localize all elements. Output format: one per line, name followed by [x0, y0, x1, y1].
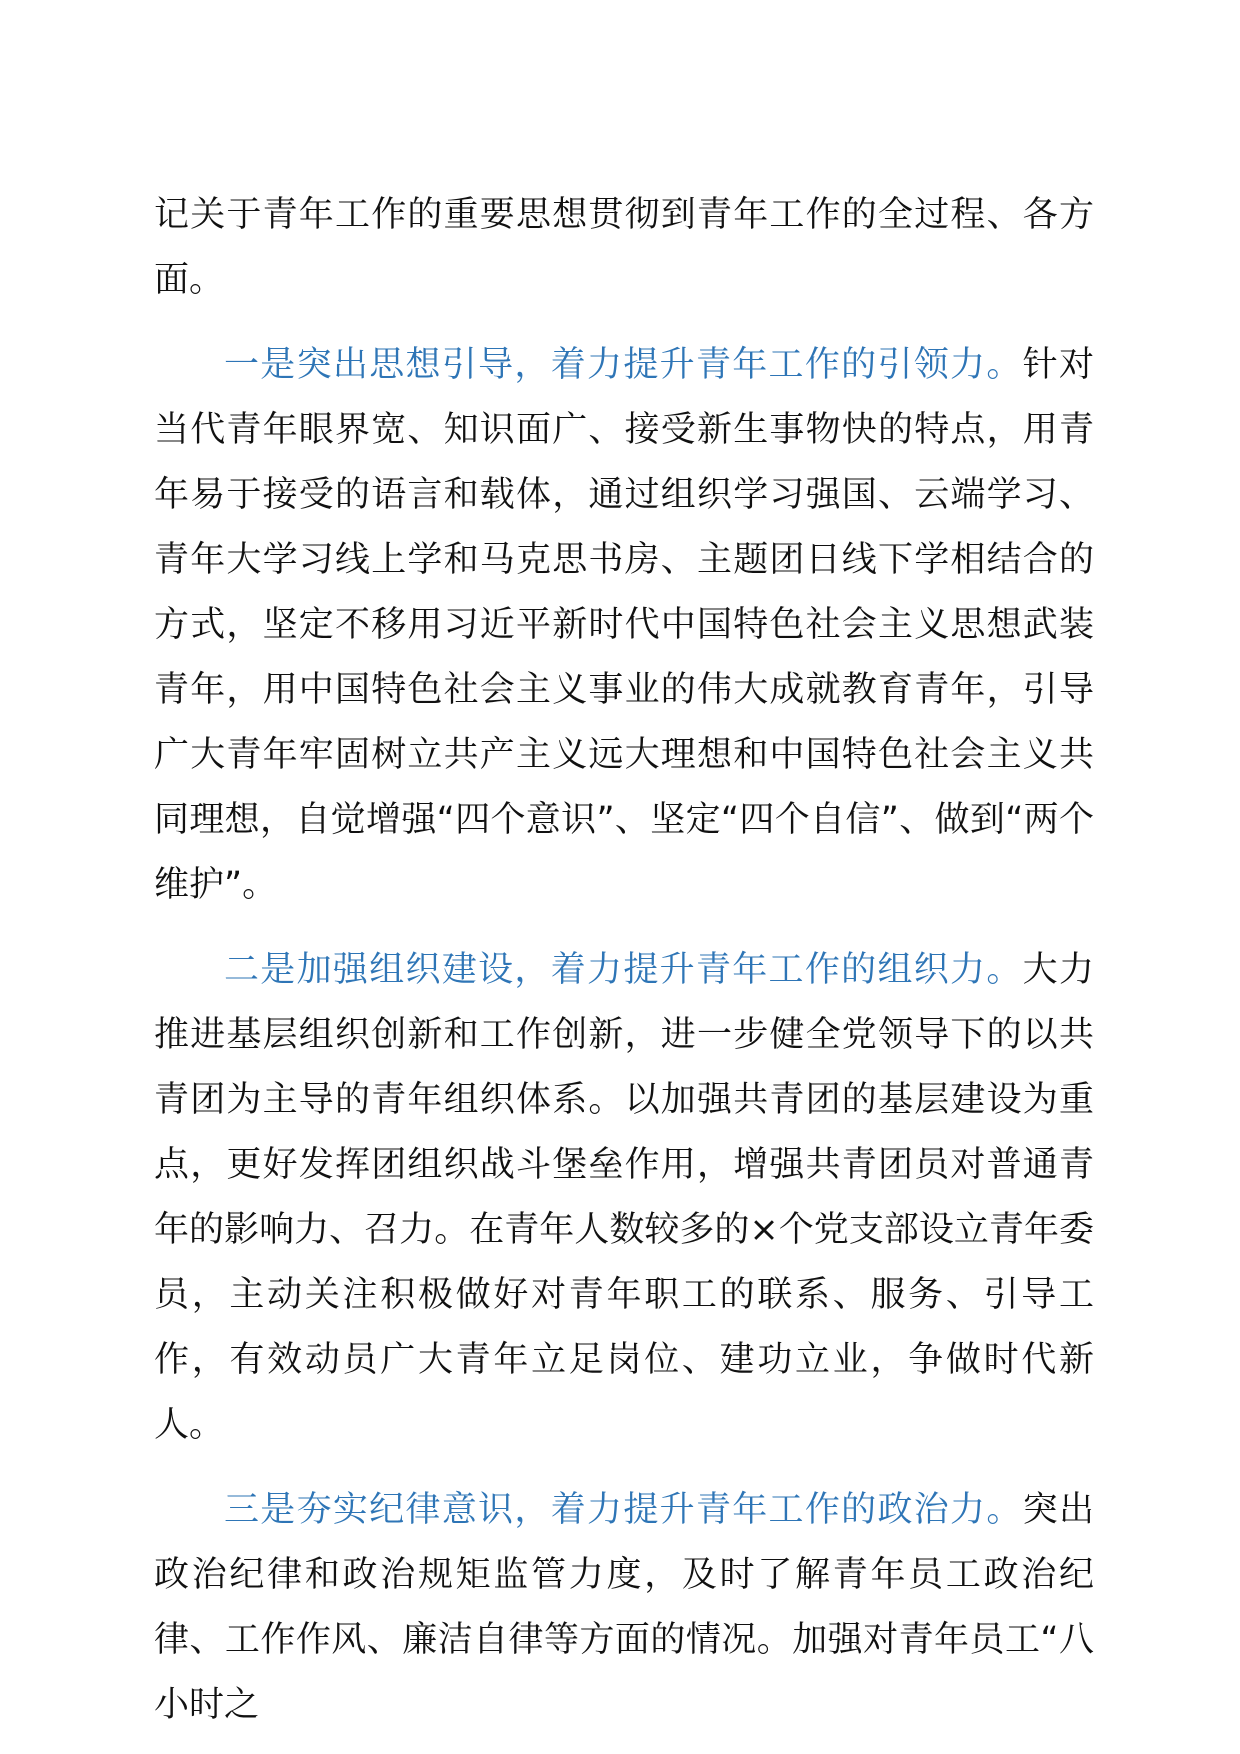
paragraph-point-two — [154, 938, 1094, 1458]
paragraph-heading: 三是夯实纪律意识，着力提升青年工作的政治力。 — [224, 1490, 1023, 1530]
paragraph-point-one — [154, 333, 1094, 918]
document-body — [154, 183, 1094, 1738]
paragraph-body: 针对当代青年眼界宽、知识面广、接受新生事物快的特点，用青年易于接受的语言和载体，通过组织学习强国、云端学习、青年大学习线上学和马克思书房、主题团日线下学相结合的方式，坚定不移用习近平新时代中国特色社会主义思想武装青年，用中国特色社会主义事业的伟大成就教育青年，引导广大青年牢固树立共产主义远大理想和中国特色社会主义共同理想，自觉增强“四个意识”、坚定“四个自信”、做到“两个维护”。 — [154, 345, 1094, 905]
paragraph-point-three — [154, 1478, 1094, 1738]
paragraph-heading: 一是突出思想引导，着力提升青年工作的引领力。 — [224, 345, 1023, 385]
paragraph-body: 大力推进基层组织创新和工作创新，进一步健全党领导下的以共青团为主导的青年组织体系。以加强共青团的基层建设为重点，更好发挥团组织战斗堡垒作用，增强共青团员对普通青年的影响力、召力。在青年人数较多的×个党支部设立青年委员，主动关注积极做好对青年职工的联系、服务、引导工作，有效动员广大青年立足岗位、建功立业，争做时代新人。 — [154, 950, 1094, 1445]
paragraph-body: 突出政治纪律和政治规矩监管力度，及时了解青年员工政治纪律、工作作风、廉洁自律等方面的情况。加强对青年员工“八小时之 — [154, 1490, 1094, 1725]
paragraph-continuation — [154, 183, 1094, 313]
paragraph-heading: 二是加强组织建设，着力提升青年工作的组织力。 — [224, 950, 1023, 990]
paragraph-body: 记关于青年工作的重要思想贯彻到青年工作的全过程、各方面。 — [154, 195, 1094, 300]
